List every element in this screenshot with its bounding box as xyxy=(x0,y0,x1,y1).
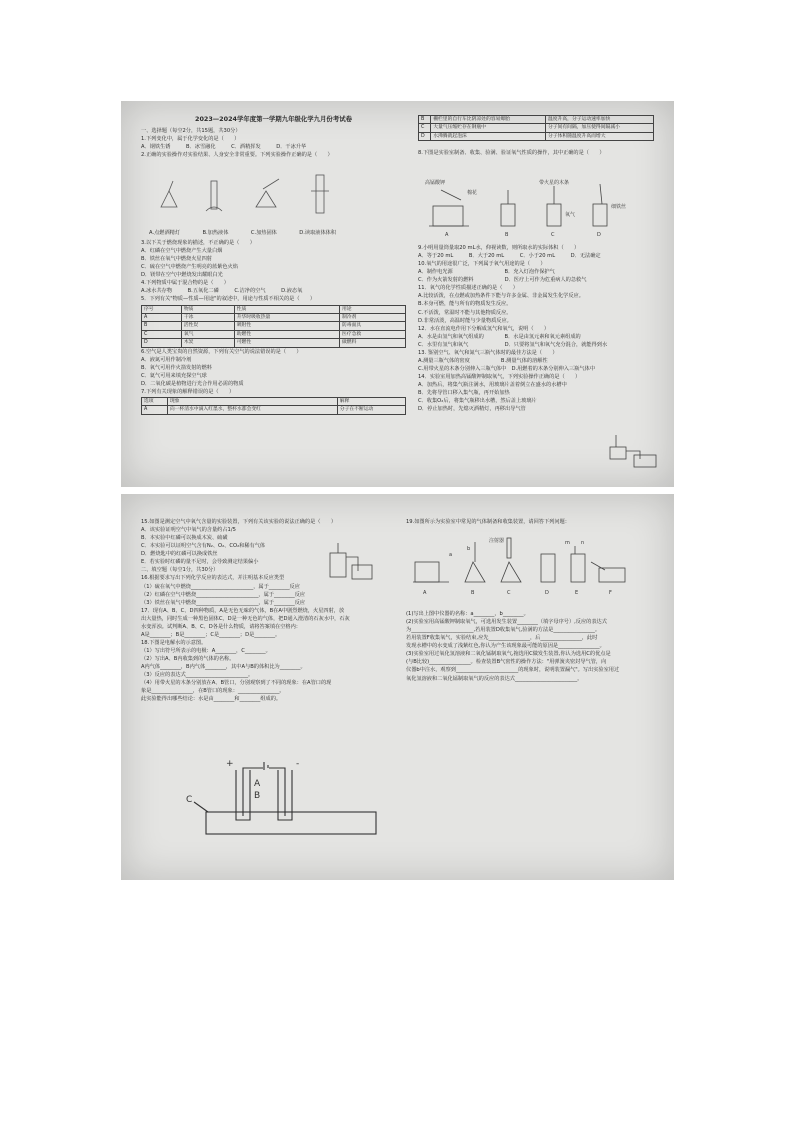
question-line: A．等于20 mL B．大于20 mL C．小于20 mL D．无法确定 xyxy=(418,253,601,260)
question-line: A．红磷在空气中燃烧产生大量白烟 xyxy=(141,248,223,255)
question-line: A内气体________，B内气体________，其中A与B的体积比为________。 xyxy=(141,664,306,671)
question-line: C．硫在空气中燃烧产生明亮的蓝紫色火焰 xyxy=(141,264,238,271)
question-line: B．先将导管口移入集气瓶，再开始加热 xyxy=(418,390,510,397)
page1-right-mid xyxy=(418,244,658,413)
q2-option-a: A.点燃酒精灯 xyxy=(149,230,181,236)
question-line: 14．实验室用加热高锰酸钾制取氧气，下列实验操作正确的是（ ） xyxy=(418,374,581,380)
q7-table xyxy=(141,397,406,415)
question-line: D.非常活泼，高温时能与少量物质反应。 xyxy=(418,317,512,324)
page1-left-column xyxy=(141,115,406,159)
table-row xyxy=(142,397,406,405)
question-line: （2）写出A、B内收集到的气体的名称。 xyxy=(141,656,235,663)
q14-apparatus-diagram xyxy=(606,429,661,469)
question-line: 12．水在直流电作用下分解成氢气和氧气，说明（ ） xyxy=(418,325,550,332)
question-line: 仪器b中注水，观察到________________________的现象时，说明装置漏气"。写出实验室用过 xyxy=(406,667,620,674)
q19-label: F xyxy=(609,590,612,596)
table-cell: 分子在不断运动 xyxy=(337,406,405,414)
table-cell: B xyxy=(419,116,431,124)
q8-apparatus-diagram xyxy=(421,176,641,238)
question-line: 5．下列有关"物质—性质—用途"的叙述中，用途与性质不相关的是（ ） xyxy=(141,296,316,303)
q2-option-b: B.加热液体 xyxy=(202,230,229,236)
question-line: C．本实验可以证明空气含有N₂、O₂、CO₂和稀有气体 xyxy=(141,543,266,550)
table-cell: 向一杯清水中滴入红墨水，整杯水都会变红 xyxy=(167,406,337,414)
exam-title: 2023—2024学年度第一学期九年级化学九月份考试卷 xyxy=(195,115,352,123)
table-cell: D xyxy=(142,339,182,347)
q19-label: b xyxy=(467,546,471,552)
table-row xyxy=(142,339,406,347)
question-line: 1.下列变化中，属于化学变化的是（ ） xyxy=(141,135,240,142)
question-line: (3)实验室用过氧化氢溶液和二氧化锰制取氧气,拖选用C做发生装置,你认为选用C的优点是 xyxy=(406,651,611,658)
table-header-cell: 选项 xyxy=(142,397,168,405)
question-line: 7.下列有关现象的解释错误的是（ ） xyxy=(141,388,235,395)
table-row xyxy=(419,124,654,132)
table-cell: 做燃料 xyxy=(339,339,405,347)
question-line: 象是________________，在B管口的现象：________________。 xyxy=(141,688,285,695)
table-header-cell: 物质 xyxy=(181,305,234,313)
question-line: D．燃烧匙中的红磷可以换成铁丝 xyxy=(141,551,218,558)
question-line: 17．现有A、B、C、D四种物质，A是无色无味的气体，B在A中剧烈燃烧，火星四射，放 xyxy=(141,607,345,614)
q19-label: E xyxy=(575,590,579,596)
question-line: A．制作电光源 B．充入灯泡作保护气 xyxy=(418,269,555,276)
exam-photo-page-2 xyxy=(121,494,674,880)
q5-table xyxy=(141,305,406,348)
table-cell: 防毒面具 xyxy=(339,322,405,330)
question-line: B．铁丝在氧气中燃烧火星四射 xyxy=(141,256,212,263)
question-line: 水变浑浊。试判断A、B、C、D各是什么物质，请将答案填在空格内： xyxy=(141,623,301,630)
q8-label: C xyxy=(551,232,555,238)
q2-option-d: D.读取液体体积 xyxy=(299,230,337,236)
table-cell: C xyxy=(419,124,431,132)
question-line: 3.以下关于燃烧现象的描述，不正确的是（ ） xyxy=(141,240,255,246)
table-cell: 水沸腾就起泡沫 xyxy=(431,132,546,140)
question-line: 18.下图是电解水的示意图。 xyxy=(141,639,207,646)
question-line: 9.小明用量筒量取20 mL水，仰视读数，则所取水的实际体积（ ） xyxy=(418,245,580,251)
question-line: （1）硫在氧气中燃烧________________________，属于________反应 xyxy=(141,583,300,590)
question-line: C．收集O₂后，将集气瓶移出水槽，然后盖上玻璃片 xyxy=(418,398,537,405)
question-line: 氧化氢溶液和二氧化锰制取氧气的反应的表达式________________________。 xyxy=(406,675,583,682)
question-line: C.不活泼，常温时不能与其他物质反应。 xyxy=(418,309,512,316)
table-cell: C xyxy=(142,330,182,338)
section-heading: 一、选择题（每空2分，共15题，共30分） xyxy=(141,127,241,134)
table-cell: 分子体积随温度升高而增大 xyxy=(545,132,653,140)
table-cell: B xyxy=(142,322,182,330)
table-cell: 升华时吸收热量 xyxy=(234,313,339,321)
question-line: 10.氧气的用途很广泛，下列属于氧气用途的是（ ） xyxy=(418,261,546,268)
q19-label: B xyxy=(471,590,475,596)
q2-option-c: C.加热固体 xyxy=(250,230,277,236)
question-line: A．加热后，将集气瓶注满水，用玻璃片盖着倒立在盛水的水槽中 xyxy=(418,382,567,389)
question-line: 为________________________,若用装置D收集氧气,验满的方法是________________。 xyxy=(406,627,601,634)
question-line: （1）写出符号所表示的电极：A________，C________。 xyxy=(141,648,271,654)
question-line: B．氧气可用作火箭发射的燃料 xyxy=(141,364,212,371)
exam-photo-page-1 xyxy=(121,101,674,487)
table-row xyxy=(142,313,406,321)
question-line: C．作为火箭发射的燃料 D．医疗上可作为危重病人的急救气 xyxy=(418,277,587,284)
question-line: A．钢铁生锈 B．冰雪融化 C．酒精挥发 D．干冰升华 xyxy=(141,144,307,151)
question-line: A．水是由氢气和氧气组成的 B．水是由氢元素和氧元素组成的 xyxy=(418,333,581,340)
question-line: C.用带火星的木条分别伸入三瓶气体中 D.用燃着的木条分别伸入三瓶气体中 xyxy=(418,365,595,372)
question-line: （3）反应的表达式________________________。 xyxy=(141,672,254,679)
table-header-cell: 解释 xyxy=(337,397,405,405)
table-cell: 吸附性 xyxy=(234,322,339,330)
question-line: A.冰水共存物 B.五氧化二磷 C.洁净的空气 D.液态氧 xyxy=(141,288,303,295)
q19-label: m xyxy=(565,540,570,546)
table-cell: 木炭 xyxy=(181,339,234,347)
negative-terminal-label: - xyxy=(296,759,300,769)
table-cell: 医疗急救 xyxy=(339,330,405,338)
question-line: A．液氮可用作制冷剂 xyxy=(141,356,192,363)
q19-label: D xyxy=(545,590,549,596)
question-line: D．二氧化碳是植物进行光合作用必需的物质 xyxy=(141,380,244,387)
table-row xyxy=(142,322,406,330)
table-header-cell: 性质 xyxy=(234,305,339,313)
question-line: （4）用带火星的木条分别放在A、B管口，分别观察到了不同的现象：在A管口的现 xyxy=(141,680,332,687)
q8-label: D xyxy=(597,232,601,238)
table-cell: A xyxy=(142,313,182,321)
page1-left-mid xyxy=(141,239,406,415)
table-row xyxy=(142,406,406,414)
q19-label: n xyxy=(581,540,585,546)
q8-label: 高锰酸钾 xyxy=(425,180,446,186)
question-line: 4.下列物质中属于混合物的是（ ） xyxy=(141,280,229,287)
table-header-cell: 序号 xyxy=(142,305,182,313)
positive-terminal-label: + xyxy=(226,759,234,769)
question-line: A.测量三瓶气体的密度 B.测量气体的溶解性 xyxy=(418,357,548,364)
question-line: (与B比较)________________。检查装置B气密性的操作方法："用弹簧夹密封导气管，向 xyxy=(406,659,607,666)
section-heading: 二、填空题（每空1分，共30分） xyxy=(141,567,219,574)
electrolysis-diagram xyxy=(186,756,386,838)
electrode-c-label: C xyxy=(186,795,193,805)
q8-label: 细铁丝 xyxy=(611,204,627,210)
q8-label: B xyxy=(505,232,509,238)
page1-right-column xyxy=(418,115,658,157)
table-row xyxy=(419,132,654,140)
table-row xyxy=(419,116,654,124)
question-line: 若用装置F收集氧气，实验结束,应先________________，后________________，此时 xyxy=(406,635,598,642)
q8-label: 带火星的木条 xyxy=(539,180,570,186)
question-line: C．水里有氢气和氧气 D．只要将氢气和氧气充分混合，就能得到水 xyxy=(418,341,608,348)
table-cell: 温度升高，分子运动速率加快 xyxy=(545,116,653,124)
table-row xyxy=(142,305,406,313)
question-line: A．该实验证明空气中氧气的含量约占1/5 xyxy=(141,527,236,534)
q19-label: 注射器 xyxy=(489,538,505,544)
question-line: 8.下图是实验室制备、收集、验满、验证氧气性质的操作，其中正确的是（ ） xyxy=(418,150,605,157)
question-line: 16.根据要求写出下列化学反应的表达式，并注明基本反应类型 xyxy=(141,575,285,582)
question-line: 2.正确的实验操作对实验结果、人身安全非常重要。下列实验操作正确的是（ ） xyxy=(141,152,333,159)
question-line: 15.如图是测定空气中氧气含量的实验装置，下列有关该实验的说法正确的是（ ） xyxy=(141,519,337,525)
q8-label: 氧气 xyxy=(565,212,576,218)
question-line: C．氦气可用来填充探空气球 xyxy=(141,372,207,379)
question-line: D．镁带在空气中燃烧发出耀眼白光 xyxy=(141,272,223,279)
question-line: B．本实验中红磷可以换成木炭、硫磺 xyxy=(141,535,228,542)
question-line: 出大量热，同时生成一种黑色固体C，D是一种无色的气体，把D通入澄清的石灰水中，石灰 xyxy=(141,615,350,622)
tube-b-label: B xyxy=(254,791,261,801)
question-line: （3）铁丝在氧气中燃烧________________________，属于________反应 xyxy=(141,599,306,606)
page2-right-lower xyxy=(406,610,666,683)
q7-table-continued xyxy=(418,115,654,141)
question-line: (1)写出上图中仪器的名称：a________，b________。 xyxy=(406,611,529,617)
table-cell: 大量气压缩贮存在钢瓶中 xyxy=(431,124,546,132)
q8-label: A xyxy=(445,232,449,238)
q19-label: A xyxy=(423,590,427,596)
table-cell: 助燃性 xyxy=(234,330,339,338)
table-cell: 制冷剂 xyxy=(339,313,405,321)
question-line: (2)实验室用高锰酸钾制取氧气，可选用发生装置________（填字母序号）,反应的表达式 xyxy=(406,619,607,626)
question-line: A是________；B是________；C是________；D是________。 xyxy=(141,631,281,638)
table-row xyxy=(142,330,406,338)
question-line: 13. 鉴别空气、氧气和氮气三瓶气体时的最佳方法是（ ） xyxy=(418,349,558,356)
question-line: B.本身可燃，能与所有的物质发生反应。 xyxy=(418,301,512,308)
table-header-cell: 用途 xyxy=(339,305,405,313)
question-line: 11．氧气的化学性质描述正确的是（ ） xyxy=(418,285,518,292)
question-line: 发现水槽中的水变成了浅紫红色,你认为产生该现象最可能的原因是________________。 xyxy=(406,643,605,650)
q19-label: a xyxy=(449,552,453,558)
q2-options xyxy=(149,229,399,237)
q8-label: 棉花 xyxy=(467,190,478,196)
table-cell: 可燃性 xyxy=(234,339,339,347)
page2-right-column xyxy=(406,518,666,526)
q15-apparatus-diagram xyxy=(326,539,376,584)
question-line: 此实验能得出哪些结论：水是由________和________组成的。 xyxy=(141,696,282,703)
table-cell: 氧气 xyxy=(181,330,234,338)
table-cell: A xyxy=(142,406,168,414)
table-header-cell: 现象 xyxy=(167,397,337,405)
question-line: A.比较活泼，在点燃或加热条件下能与许多金属、非金属发生化学反应。 xyxy=(418,293,584,300)
q2-lab-diagrams xyxy=(151,171,351,221)
question-line: 6.空气是人类宝贵的自然资源，下列有关空气的说法错误的是（ ） xyxy=(141,348,302,355)
q19-apparatus-diagram xyxy=(409,532,629,606)
table-cell: 分子间有间隔，加压使得间隔减小 xyxy=(545,124,653,132)
table-cell: 干冰 xyxy=(181,313,234,321)
question-line: E．若实验时红磷的量不足时，会导致测定结果偏小 xyxy=(141,559,259,566)
tube-a-label: A xyxy=(254,779,261,789)
question-line: 19.如图所示为实验室中常见的气体制备和收集装置，请回答下列问题： xyxy=(406,519,570,525)
question-line: D．停止加热时，先熄灭酒精灯，再移出导气管 xyxy=(418,406,526,413)
table-cell: 活性炭 xyxy=(181,322,234,330)
q19-label: C xyxy=(507,590,511,596)
table-cell: 栅栏里的自行车比阴凉处的容易爆胎 xyxy=(431,116,546,124)
question-line: （2）红磷在空气中燃烧________________________，属于________反应 xyxy=(141,591,306,598)
table-cell: D xyxy=(419,132,431,140)
